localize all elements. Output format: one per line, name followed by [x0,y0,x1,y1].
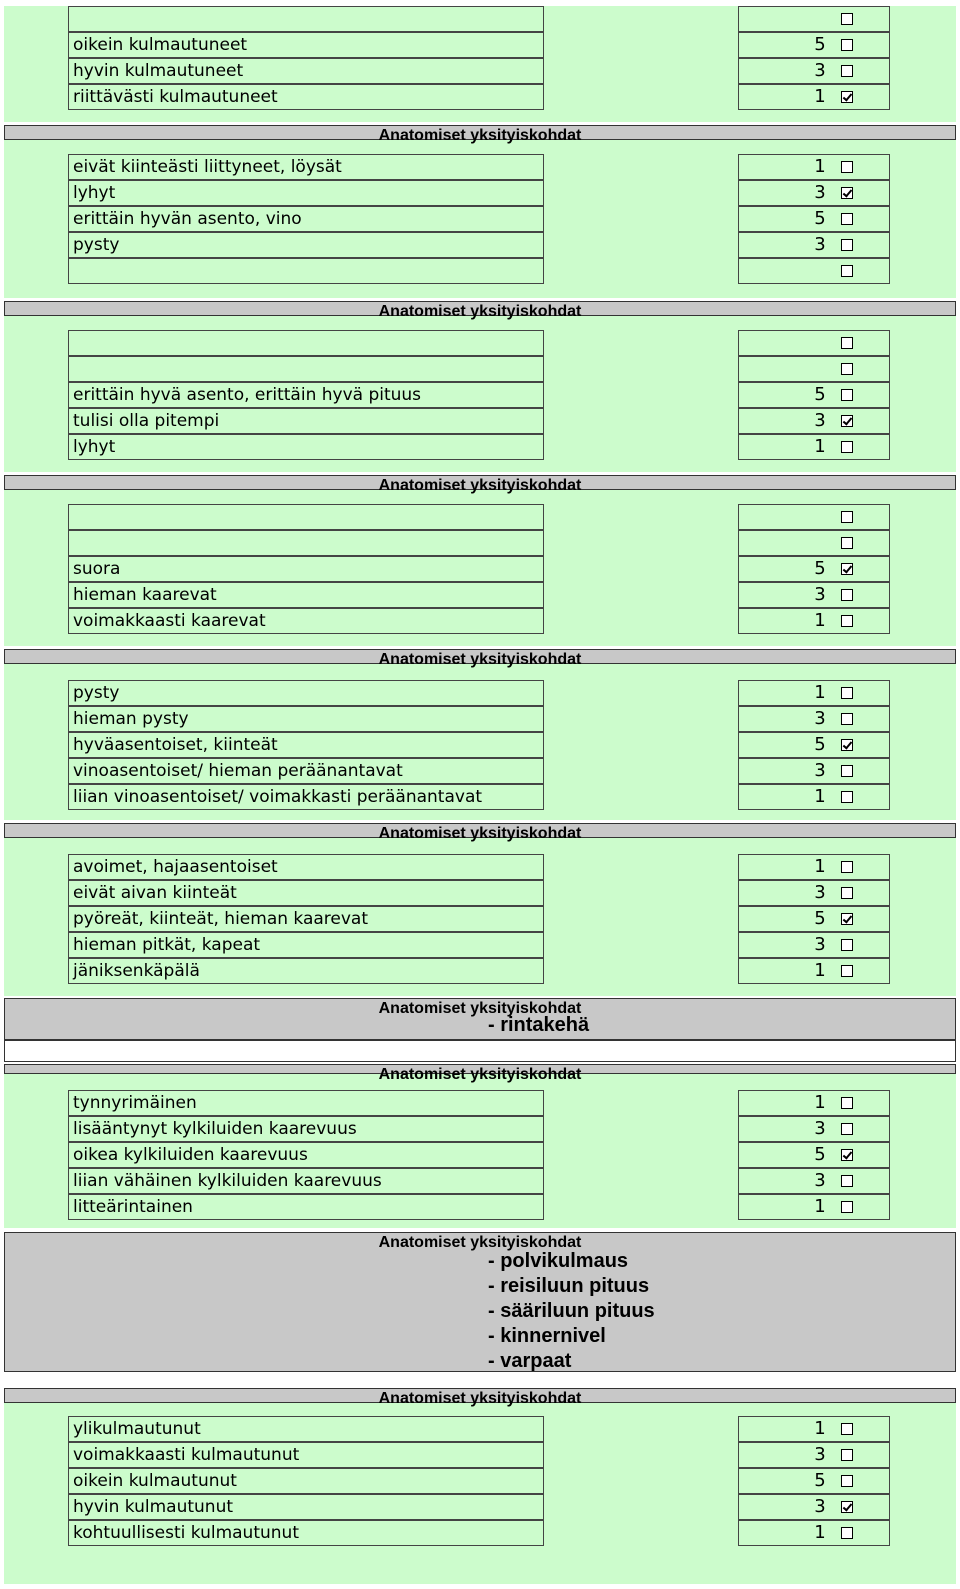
section-header-title: Anatomiset yksityiskohdat [378,651,582,668]
score-checkbox[interactable] [841,1423,853,1435]
score-checkbox[interactable] [841,1501,853,1513]
score-cell [738,958,890,984]
criterion-label [68,258,544,284]
score-value: 3 [814,882,826,903]
score-cell [738,32,890,58]
score-checkbox[interactable] [841,861,853,873]
score-checkbox[interactable] [841,91,853,103]
score-checkbox[interactable] [841,913,853,925]
score-checkbox[interactable] [841,1097,853,1109]
score-checkbox[interactable] [841,1149,853,1161]
criterion-label: hyvin kulmautunut [68,1494,544,1520]
score-value: 1 [814,1196,826,1217]
score-cell [738,1520,890,1546]
score-value: 3 [814,182,826,203]
score-checkbox[interactable] [841,687,853,699]
score-checkbox[interactable] [841,363,853,375]
score-checkbox[interactable] [841,615,853,627]
score-cell [738,1494,890,1520]
score-value: 1 [814,1418,826,1439]
score-checkbox[interactable] [841,239,853,251]
score-cell [738,504,890,530]
score-checkbox[interactable] [841,39,853,51]
score-cell [738,1116,890,1142]
score-cell [738,906,890,932]
score-cell [738,854,890,880]
criterion-label: pyöreät, kiinteät, hieman kaarevat [68,906,544,932]
criterion-label: pysty [68,680,544,706]
score-checkbox[interactable] [841,265,853,277]
score-value: 3 [814,234,826,255]
criterion-label: voimakkaasti kaarevat [68,608,544,634]
score-cell [738,258,890,284]
section-header-band [4,301,956,320]
section-header-band [4,823,956,842]
score-cell [738,58,890,84]
score-value: 3 [814,410,826,431]
score-value: 3 [814,1496,826,1517]
score-value: 1 [814,1092,826,1113]
score-cell [738,556,890,582]
score-cell [738,356,890,382]
criterion-label: voimakkaasti kulmautunut [68,1442,544,1468]
score-checkbox[interactable] [841,589,853,601]
criterion-label: ylikulmautunut [68,1416,544,1442]
score-checkbox[interactable] [841,887,853,899]
section-subheading: - polvikulmaus [488,1250,629,1272]
criterion-label: suora [68,556,544,582]
criterion-label: tynnyrimäinen [68,1090,544,1116]
score-cell [738,530,890,556]
score-checkbox[interactable] [841,13,853,25]
score-checkbox[interactable] [841,441,853,453]
section-subheading: - varpaat [488,1350,572,1372]
criterion-label [68,6,544,32]
score-cell [738,1416,890,1442]
score-value: 3 [814,708,826,729]
score-cell [738,330,890,356]
score-value: 1 [814,156,826,177]
score-value: 3 [814,1118,826,1139]
score-value: 5 [814,34,826,55]
criterion-label: erittäin hyvän asento, vino [68,206,544,232]
score-cell [738,932,890,958]
score-checkbox[interactable] [841,713,853,725]
score-value: 5 [814,208,826,229]
criterion-label: vinoasentoiset/ hieman peräänantavat [68,758,544,784]
score-value: 1 [814,1522,826,1543]
criterion-label [68,356,544,382]
section-header-band [4,1388,956,1407]
score-cell [738,6,890,32]
criterion-label: oikein kulmautuneet [68,32,544,58]
section-header-band [4,1232,956,1372]
score-cell [738,1142,890,1168]
criterion-label: hieman pitkät, kapeat [68,932,544,958]
score-checkbox[interactable] [841,1201,853,1213]
criterion-label: oikea kylkiluiden kaarevuus [68,1142,544,1168]
score-cell [738,180,890,206]
criterion-label: hyvin kulmautuneet [68,58,544,84]
criterion-label: riittävästi kulmautuneet [68,84,544,110]
section-subheading: - rintakehä [488,1014,590,1036]
criterion-label: jäniksenkäpälä [68,958,544,984]
score-value: 3 [814,934,826,955]
score-cell [738,732,890,758]
score-value: 1 [814,682,826,703]
score-value: 1 [814,610,826,631]
criterion-label: eivät kiinteästi liittyneet, löysät [68,154,544,180]
score-value: 1 [814,436,826,457]
score-value: 5 [814,1144,826,1165]
score-checkbox[interactable] [841,739,853,751]
score-cell [738,232,890,258]
score-cell [738,880,890,906]
score-cell [738,1442,890,1468]
score-checkbox[interactable] [841,213,853,225]
section-header-title: Anatomiset yksityiskohdat [378,303,582,320]
score-checkbox[interactable] [841,65,853,77]
score-checkbox[interactable] [841,1175,853,1187]
score-value: 5 [814,558,826,579]
score-cell [738,206,890,232]
score-cell [738,758,890,784]
score-value: 5 [814,734,826,755]
criterion-label: lyhyt [68,434,544,460]
score-cell [738,382,890,408]
section-header-band [4,1064,956,1083]
score-checkbox[interactable] [841,389,853,401]
score-checkbox[interactable] [841,187,853,199]
score-checkbox[interactable] [841,791,853,803]
score-value: 5 [814,384,826,405]
score-checkbox[interactable] [841,1527,853,1539]
section-header-title: Anatomiset yksityiskohdat [378,477,582,494]
score-checkbox[interactable] [841,511,853,523]
score-cell [738,680,890,706]
score-cell [738,784,890,810]
score-cell [738,1468,890,1494]
criterion-label: kohtuullisesti kulmautunut [68,1520,544,1546]
section-header-band [4,125,956,144]
criterion-label: erittäin hyvä asento, erittäin hyvä pituus [68,382,544,408]
score-value: 3 [814,1444,826,1465]
score-value: 5 [814,1470,826,1491]
blank-strip [4,1040,956,1062]
criterion-label [68,530,544,556]
section-subheading: - sääriluun pituus [488,1300,655,1322]
section-header-band [4,475,956,494]
criterion-label: hieman pysty [68,706,544,732]
criterion-label: oikein kulmautunut [68,1468,544,1494]
criterion-label [68,330,544,356]
score-cell [738,1194,890,1220]
section-header-title: Anatomiset yksityiskohdat [378,1234,582,1251]
score-cell [738,408,890,434]
score-cell [738,84,890,110]
score-checkbox[interactable] [841,161,853,173]
score-checkbox[interactable] [841,1475,853,1487]
section-header-band [4,998,956,1040]
score-checkbox[interactable] [841,563,853,575]
criterion-label: tulisi olla pitempi [68,408,544,434]
score-cell [738,1168,890,1194]
score-checkbox[interactable] [841,765,853,777]
score-value: 3 [814,584,826,605]
score-checkbox[interactable] [841,939,853,951]
score-value: 1 [814,786,826,807]
score-value: 5 [814,908,826,929]
score-value: 3 [814,760,826,781]
criterion-label: liian vähäinen kylkiluiden kaarevuus [68,1168,544,1194]
criterion-label: litteärintainen [68,1194,544,1220]
score-value: 3 [814,60,826,81]
score-checkbox[interactable] [841,1123,853,1135]
section-subheading: - kinnernivel [488,1325,606,1347]
score-cell [738,1090,890,1116]
section-header-title: Anatomiset yksityiskohdat [378,127,582,144]
criterion-label [68,504,544,530]
score-value: 1 [814,856,826,877]
score-value: 3 [814,1170,826,1191]
score-cell [738,434,890,460]
criterion-label: hieman kaarevat [68,582,544,608]
score-value: 1 [814,86,826,107]
criterion-label: eivät aivan kiinteät [68,880,544,906]
score-cell [738,608,890,634]
criterion-label: avoimet, hajaasentoiset [68,854,544,880]
section-header-title: Anatomiset yksityiskohdat [378,825,582,842]
criterion-label: liian vinoasentoiset/ voimakkasti peräänantavat [68,784,544,810]
score-checkbox[interactable] [841,415,853,427]
section-header-title: Anatomiset yksityiskohdat [378,1066,582,1083]
section-subheading: - reisiluun pituus [488,1275,650,1297]
score-checkbox[interactable] [841,537,853,549]
section-header-band [4,649,956,668]
criterion-label: lisääntynyt kylkiluiden kaarevuus [68,1116,544,1142]
score-cell [738,154,890,180]
score-cell [738,706,890,732]
criterion-label: lyhyt [68,180,544,206]
score-checkbox[interactable] [841,965,853,977]
score-checkbox[interactable] [841,1449,853,1461]
score-value: 1 [814,960,826,981]
section-header-title: Anatomiset yksityiskohdat [378,1390,582,1407]
score-cell [738,582,890,608]
score-checkbox[interactable] [841,337,853,349]
section-header-title: Anatomiset yksityiskohdat [378,1000,582,1017]
criterion-label: hyväasentoiset, kiinteät [68,732,544,758]
criterion-label: pysty [68,232,544,258]
